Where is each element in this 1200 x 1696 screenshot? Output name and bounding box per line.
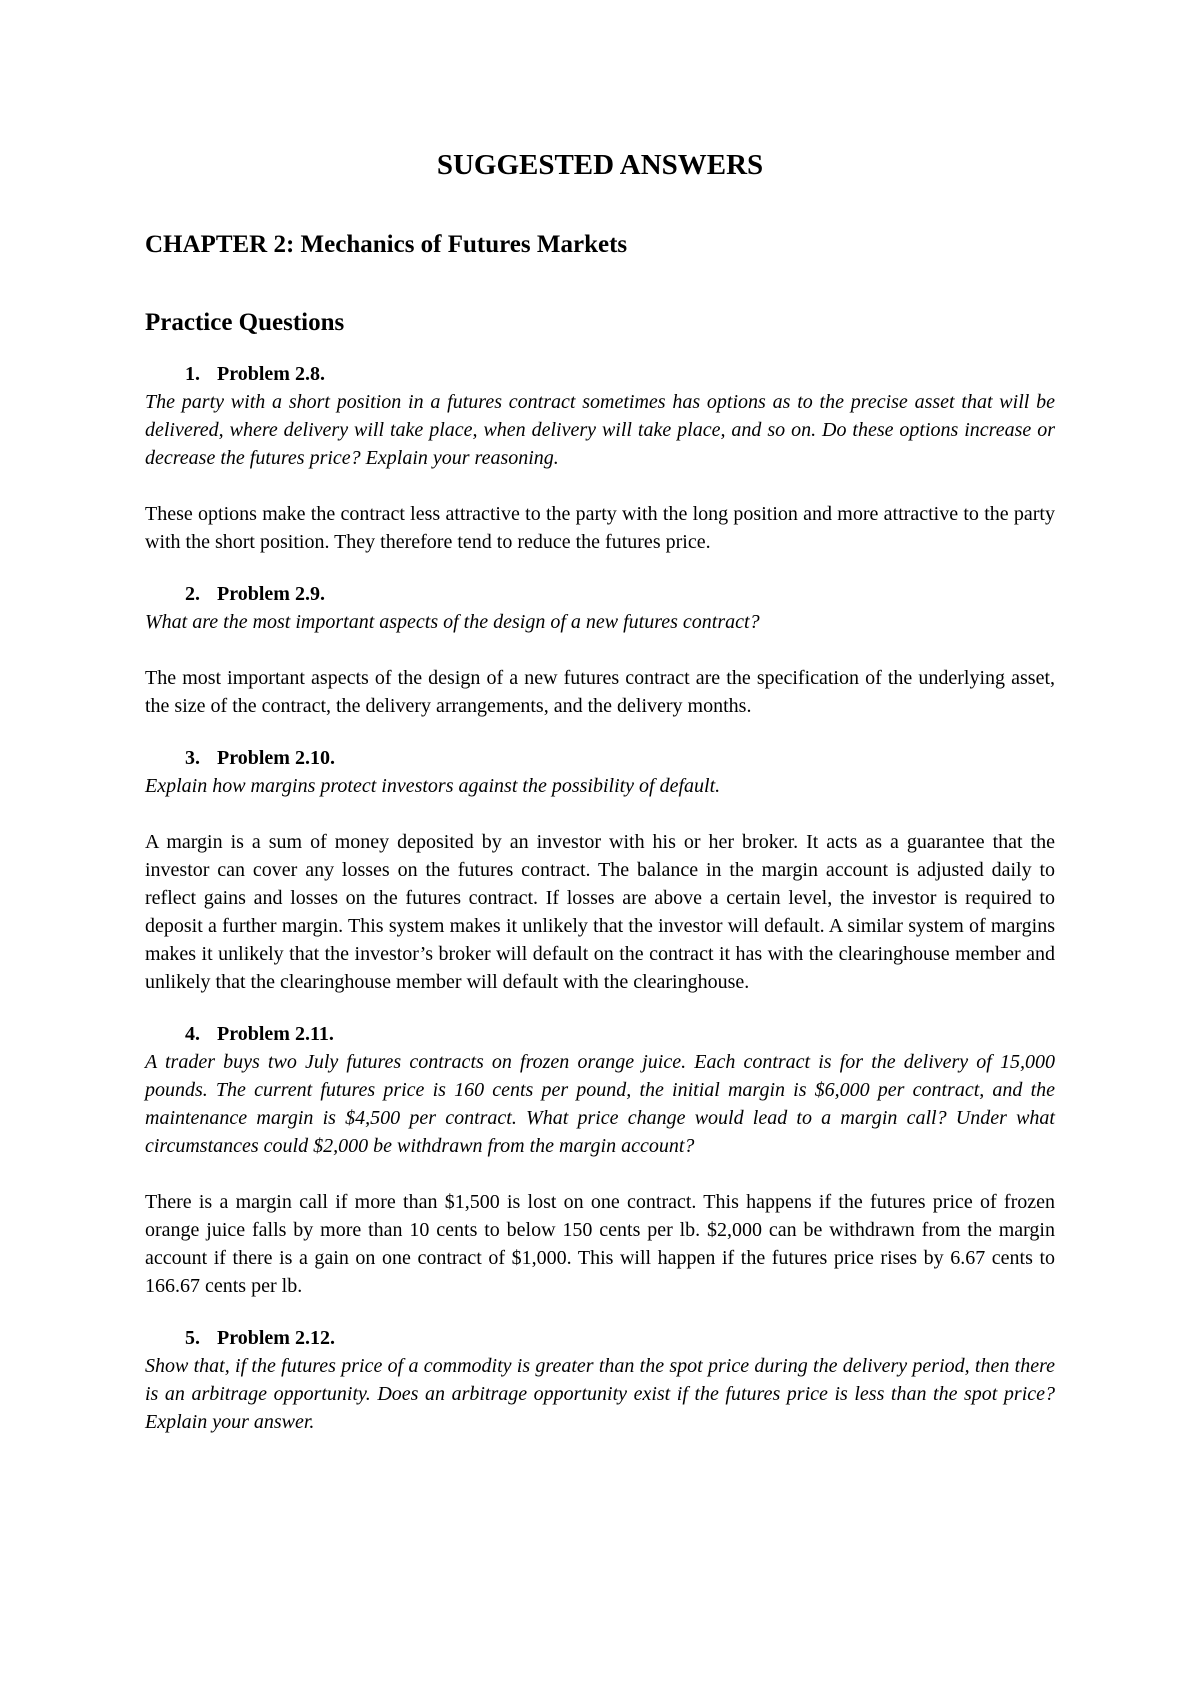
problem-heading [145,360,1055,388]
problem-number: 1. [185,363,200,385]
problem-question: Explain how margins protect investors against the possibility of default. [145,775,721,797]
problem-question: Show that, if the futures price of a commodity is greater than the spot price during the delivery period, then there is an arbitrage opportunity. Does an arbitrage opportunity exist if the futures price is less than the spot price? Explain your answer. [145,1355,1055,1433]
problem-label: Problem 2.10. [217,747,335,769]
problem-answer: These options make the contract less attractive to the party with the long position and more attractive to the party with the short position. They therefore tend to reduce the futures price. [145,503,1055,553]
problem-number: 3. [185,747,200,769]
problem-answer: There is a margin call if more than $1,500 is lost on one contract. This happens if the futures price of frozen orange juice falls by more than 10 cents to below 150 cents per lb. $2,000 can be withdrawn from the margin account if there is a gain on one contract of $1,000. This will happen if the futures price rises by 6.67 cents to 166.67 cents per lb. [145,1191,1055,1297]
problem-label: Problem 2.8. [217,363,325,385]
problem-label: Problem 2.9. [217,583,325,605]
problem-item [145,1324,1055,1436]
problem-question: What are the most important aspects of the design of a new futures contract? [145,611,760,633]
problem-heading [145,580,1055,608]
section-title: Practice Questions [145,309,345,336]
problem-number: 5. [185,1327,200,1349]
problem-label: Problem 2.11. [217,1023,334,1045]
problem-question: A trader buys two July futures contracts on frozen orange juice. Each contract is for the delivery of 15,000 pounds. The current futures price is 160 cents per pound, the initial margin is $6,000 per contract, and the maintenance margin is $4,500 per contract. What price change would lead to a margin call? Under what circumstances could $2,000 be withdrawn from the margin account? [145,1051,1055,1157]
problem-item [145,580,1055,720]
problem-number: 4. [185,1023,200,1045]
problem-item [145,1020,1055,1300]
problem-label: Problem 2.12. [217,1327,335,1349]
problem-answer: The most important aspects of the design of a new futures contract are the specification of the underlying asset, the size of the contract, the delivery arrangements, and the delivery months. [145,667,1055,717]
chapter-title: CHAPTER 2: Mechanics of Futures Markets [145,231,628,258]
problem-item [145,744,1055,996]
problem-answer: A margin is a sum of money deposited by an investor with his or her broker. It acts as a guarantee that the investor can cover any losses on the futures contract. The balance in the margin account is adjusted daily to reflect gains and losses on the futures contract. If losses are above a certain level, the investor is required to deposit a further margin. This system makes it unlikely that the investor will default. A similar system of margins makes it unlikely that the investor’s broker will default on the contract it has with the clearinghouse member and unlikely that the clearinghouse member will default with the clearinghouse. [145,831,1055,993]
problem-number: 2. [185,583,200,605]
problem-heading [145,1020,1055,1048]
problem-question: The party with a short position in a futures contract sometimes has options as to the precise asset that will be delivered, where delivery will take place, when delivery will take place, and so on. Do these options increase or decrease the futures price? Explain your reasoning. [145,391,1055,469]
document-title: SUGGESTED ANSWERS [436,149,764,181]
problem-heading [145,1324,1055,1352]
problem-heading [145,744,1055,772]
problem-item [145,360,1055,556]
